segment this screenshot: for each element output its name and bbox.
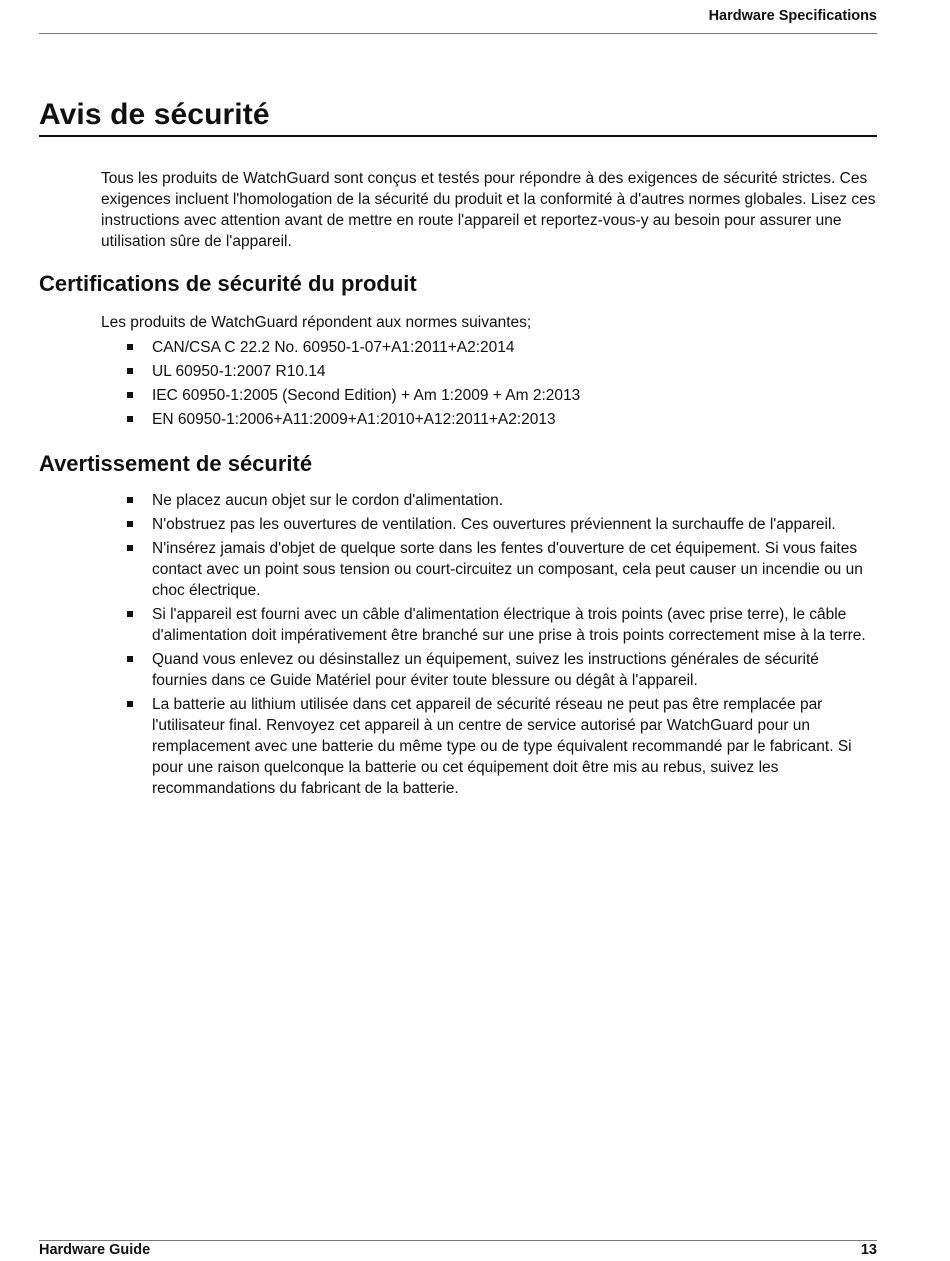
bullet-icon — [127, 611, 133, 617]
certification-text: EN 60950-1:2006+A11:2009+A1:2010+A12:2011+A2:2013 — [152, 411, 556, 428]
warning-item — [126, 538, 878, 601]
certifications-heading: Certifications de sécurité du produit — [39, 271, 417, 296]
warning-text: Quand vous enlevez ou désinstallez un équipement, suivez les instructions générales de sécurité fournies dans ce Guide Matériel pour éviter toute blessure ou dégât à l'appareil. — [152, 651, 819, 689]
warning-text: La batterie au lithium utilisée dans cet appareil de sécurité réseau ne peut pas être remplacée par l'utilisateur final. Renvoyez cet appareil à un centre de service autorisé par WatchGuard pour un remplacement avec une batterie du même type ou de type équivalent recommandé par le fabricant. Si pour une raison quelconque la batterie ou cet équipement doit être mis au rebus, suivez les recommandations du fabricant de la batterie. — [152, 696, 852, 797]
certification-item — [126, 361, 878, 382]
page-header — [39, 0, 877, 34]
bullet-icon — [127, 521, 133, 527]
footer-guide-title: Hardware Guide — [39, 1242, 151, 1258]
bullet-icon — [127, 368, 133, 374]
warning-item — [126, 694, 878, 799]
page-footer — [39, 1240, 877, 1261]
certification-item — [126, 385, 878, 406]
certification-item — [126, 409, 878, 430]
warning-text: Si l'appareil est fourni avec un câble d'alimentation électrique à trois points (avec prise terre), le câble d'alimentation doit impérativement être branché sur une prise à trois points correctement mise à la terre. — [152, 606, 866, 644]
warning-item — [126, 514, 878, 535]
certification-item — [126, 337, 878, 358]
certifications-list — [126, 337, 878, 433]
bullet-icon — [127, 416, 133, 422]
page-title-block — [39, 96, 877, 137]
bullet-icon — [127, 656, 133, 662]
bullet-icon — [127, 392, 133, 398]
certification-text: UL 60950-1:2007 R10.14 — [152, 363, 326, 380]
intro-paragraph: Tous les produits de WatchGuard sont conçus et testés pour répondre à des exigences de sécurité strictes. Ces exigences incluent l'homologation de la sécurité du produit et la conformité à d'autres normes globales. Lisez ces instructions avec attention avant de mettre en route l'appareil et reportez-vous-y au besoin pour assurer une utilisation sûre de l'appareil. — [101, 170, 876, 250]
warning-item — [126, 604, 878, 646]
bullet-icon — [127, 497, 133, 503]
bullet-icon — [127, 344, 133, 350]
certification-text: IEC 60950-1:2005 (Second Edition) + Am 1:2009 + Am 2:2013 — [152, 387, 581, 404]
page-number: 13 — [860, 1242, 877, 1258]
bullet-icon — [127, 545, 133, 551]
warning-item — [126, 649, 878, 691]
header-title: Hardware Specifications — [708, 8, 877, 24]
page-title: Avis de sécurité — [39, 98, 270, 131]
warning-item — [126, 490, 878, 511]
warning-text: N'insérez jamais d'objet de quelque sorte dans les fentes d'ouverture de cet équipement. Si vous faites contact avec un point sous tension ou court-circuitez un composant, cela peut causer un incendie ou un choc électrique. — [152, 540, 863, 599]
warning-text: Ne placez aucun objet sur le cordon d'alimentation. — [152, 492, 504, 509]
certifications-intro: Les produits de WatchGuard répondent aux normes suivantes; — [101, 314, 532, 331]
bullet-icon — [127, 701, 133, 707]
warning-text: N'obstruez pas les ouvertures de ventilation. Ces ouvertures préviennent la surchauffe de l'appareil. — [152, 516, 836, 533]
warnings-list — [126, 490, 878, 802]
certification-text: CAN/CSA C 22.2 No. 60950-1-07+A1:2011+A2:2014 — [152, 339, 515, 356]
warnings-heading: Avertissement de sécurité — [39, 451, 313, 476]
